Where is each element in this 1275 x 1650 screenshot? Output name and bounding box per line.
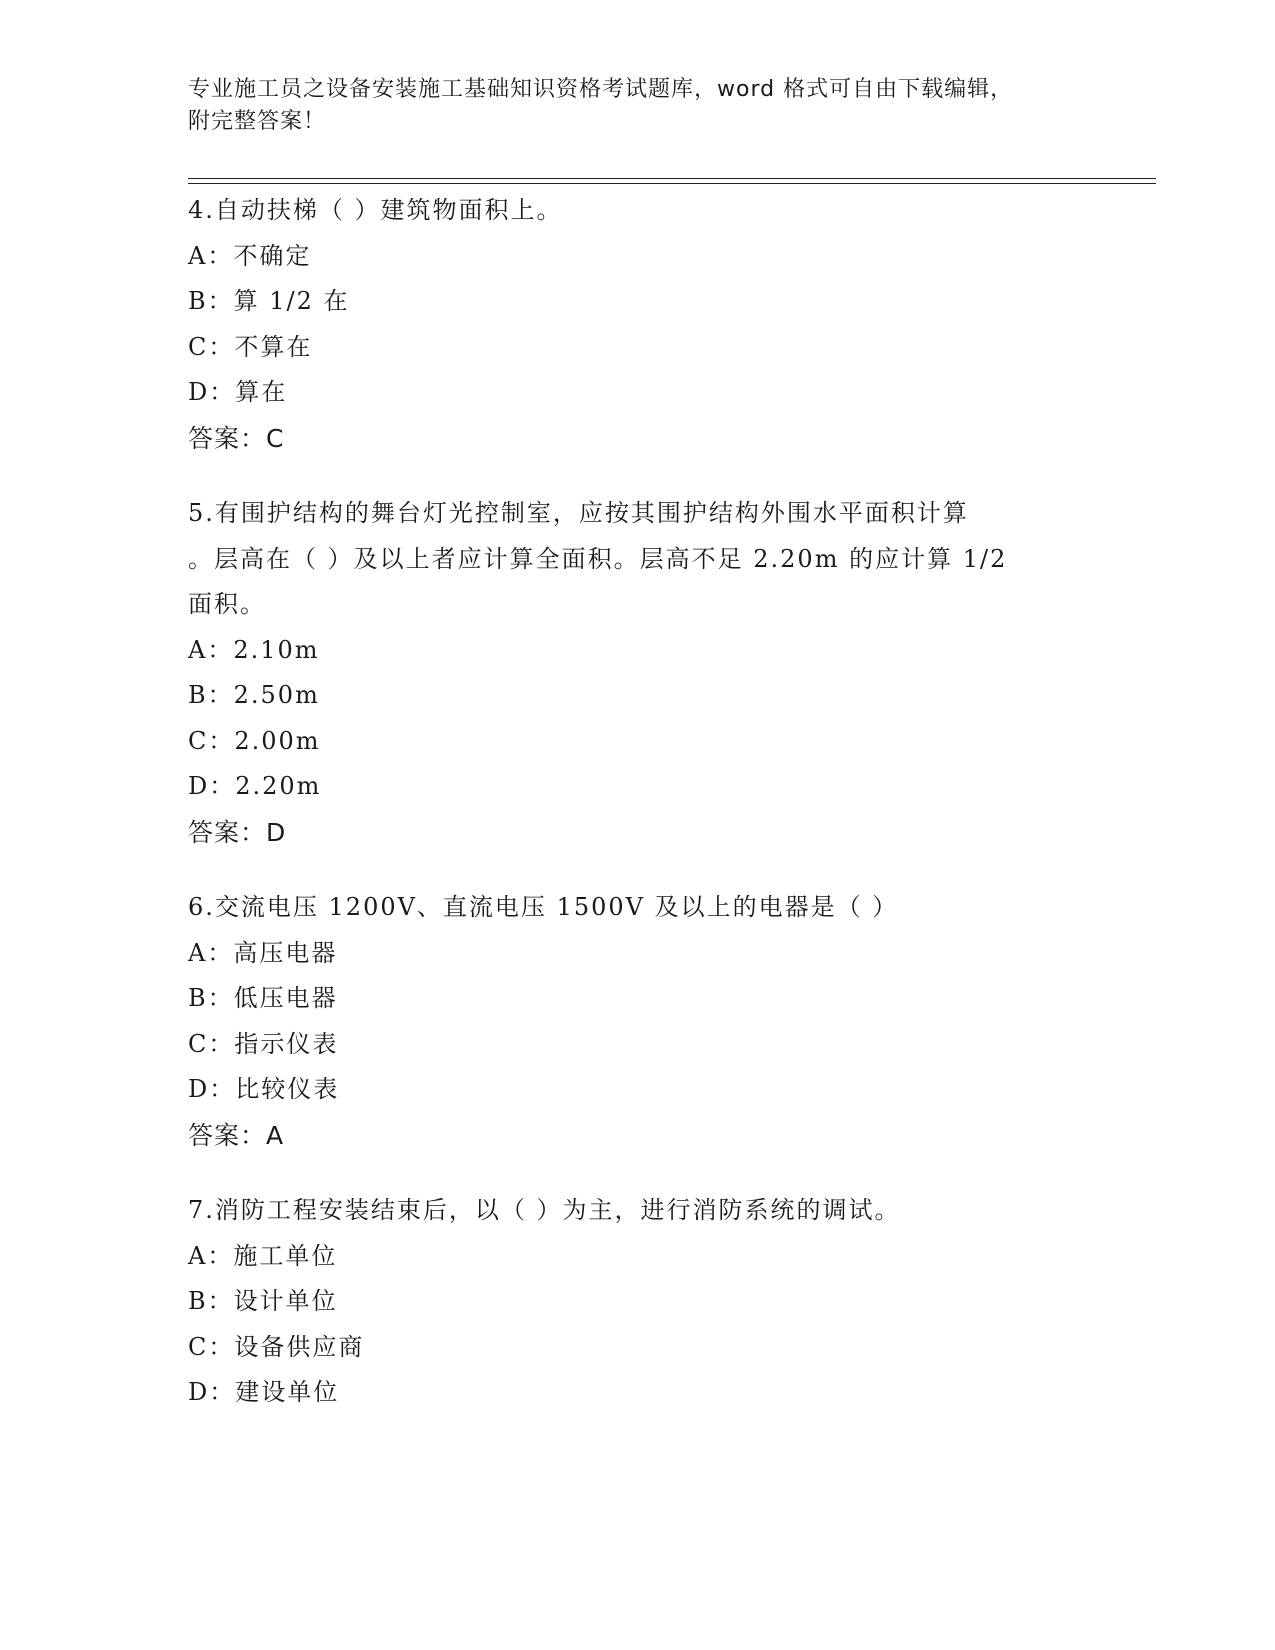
header-divider-bottom — [188, 183, 1156, 184]
option-a: A：施工单位 — [188, 1241, 338, 1270]
option-c: C：不算在 — [188, 332, 313, 361]
option-d: D：算在 — [188, 378, 288, 406]
question-5 — [188, 491, 1088, 855]
header-line-1: 专业施工员之设备安装施工基础知识资格考试题库，word 格式可自由下载编辑， — [188, 77, 1014, 102]
question-stem — [188, 188, 1088, 234]
option-b: B：设计单位 — [188, 1287, 338, 1315]
option-b: B：低压电器 — [188, 984, 338, 1012]
option-d: D：比较仪表 — [188, 1075, 340, 1103]
option-d: D：2.20m — [188, 772, 322, 800]
question-stem-line: 6.交流电压 1200V、直流电压 1500V 及以上的电器是（ ） — [188, 893, 899, 921]
option-a: A：不确定 — [188, 241, 312, 270]
option-a: A：高压电器 — [188, 938, 338, 967]
question-stem — [188, 1188, 1088, 1234]
answer-line: 答案：A — [188, 1120, 285, 1150]
question-7 — [188, 1188, 1088, 1416]
question-list — [188, 188, 1088, 1446]
question-6 — [188, 885, 1088, 1158]
header-divider-top — [188, 178, 1156, 179]
question-stem-line: 7.消防工程安装结束后，以（ ）为主，进行消防系统的调试。 — [188, 1196, 901, 1224]
option-b: B：2.50m — [188, 681, 320, 709]
option-b: B：算 1/2 在 — [188, 287, 350, 315]
question-stem-line: 。层高在（ ）及以上者应计算全面积。层高不足 2.20m 的应计算 1/2 — [188, 544, 1008, 573]
question-stem — [188, 491, 1088, 628]
option-c: C：指示仪表 — [188, 1029, 339, 1058]
question-stem-line: 4.自动扶梯（ ）建筑物面积上。 — [188, 196, 563, 224]
question-stem — [188, 885, 1088, 931]
answer-line: 答案：D — [188, 817, 287, 847]
question-4 — [188, 188, 1088, 461]
option-d: D：建设单位 — [188, 1378, 340, 1406]
document-header — [188, 74, 1088, 138]
option-c: C：设备供应商 — [188, 1332, 365, 1361]
answer-line: 答案：C — [188, 423, 285, 453]
header-line-2: 附完整答案！ — [188, 109, 327, 134]
question-stem-line: 面积。 — [188, 590, 266, 618]
option-a: A：2.10m — [188, 635, 320, 664]
question-stem-line: 5.有围护结构的舞台灯光控制室，应按其围护结构外围水平面积计算 — [188, 499, 969, 527]
option-c: C：2.00m — [188, 726, 321, 755]
